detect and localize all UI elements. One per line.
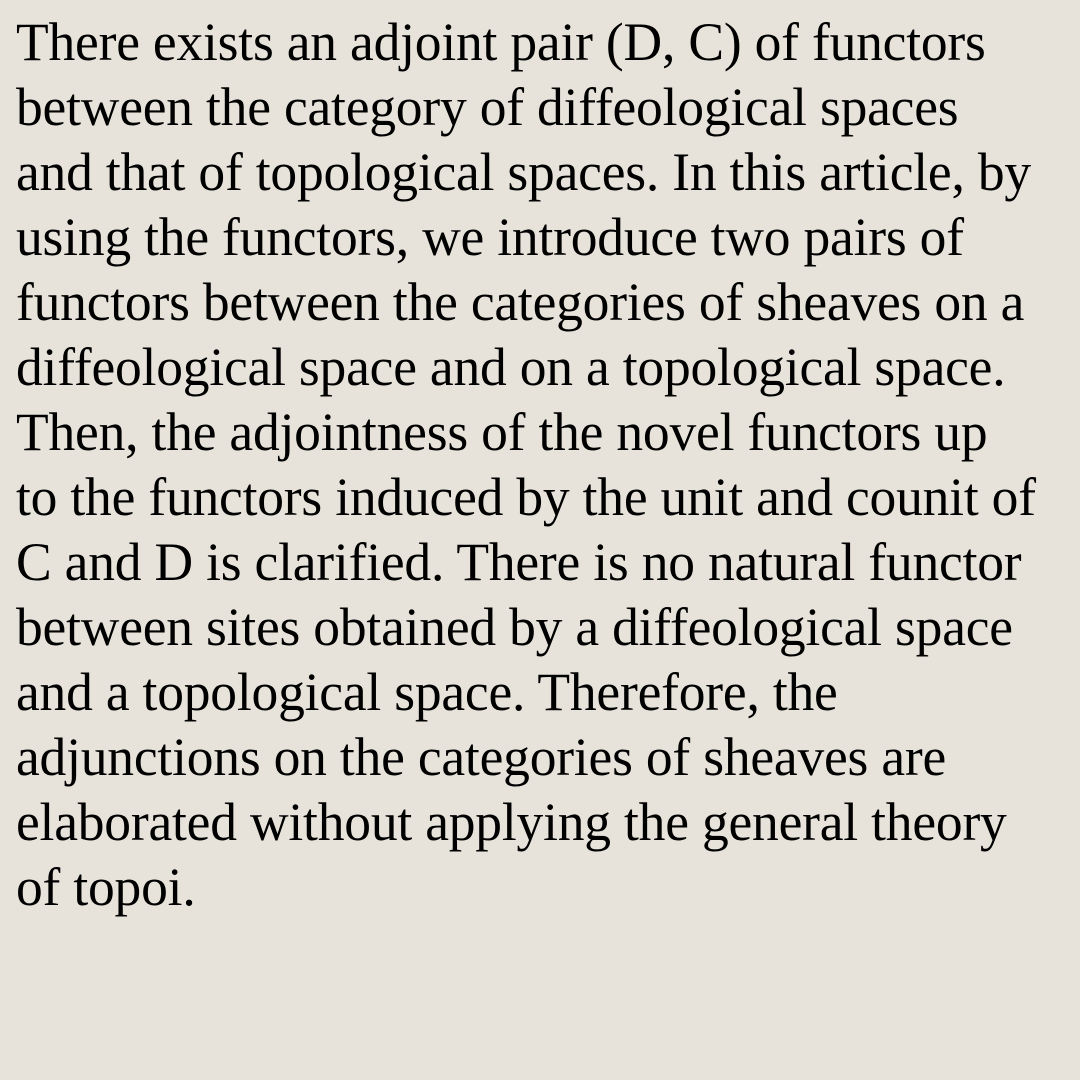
abstract-paragraph bbox=[16, 10, 1064, 920]
abstract-line-1: There exists an adjoint pair (D, C) of functors bbox=[16, 12, 986, 72]
abstract-line-3: and that of topological spaces. In this article, by bbox=[16, 142, 1031, 202]
abstract-line-6: diffeological space and on a topological space. bbox=[16, 337, 1006, 397]
abstract-line-8: to the functors induced by the unit and counit of bbox=[16, 467, 1036, 527]
abstract-line-4: using the functors, we introduce two pairs of bbox=[16, 207, 964, 267]
abstract-line-2: between the category of diffeological spaces bbox=[16, 77, 959, 137]
abstract-line-7: Then, the adjointness of the novel functors up bbox=[16, 402, 988, 462]
abstract-line-12: adjunctions on the categories of sheaves are bbox=[16, 727, 947, 787]
abstract-line-11: and a topological space. Therefore, the bbox=[16, 662, 838, 722]
abstract-line-14: of topoi. bbox=[16, 857, 196, 917]
abstract-line-10: between sites obtained by a diffeological space bbox=[16, 597, 1013, 657]
abstract-line-13: elaborated without applying the general theory bbox=[16, 792, 1007, 852]
abstract-line-5: functors between the categories of sheaves on a bbox=[16, 272, 1025, 332]
abstract-line-9: C and D is clarified. There is no natural functor bbox=[16, 532, 1022, 592]
